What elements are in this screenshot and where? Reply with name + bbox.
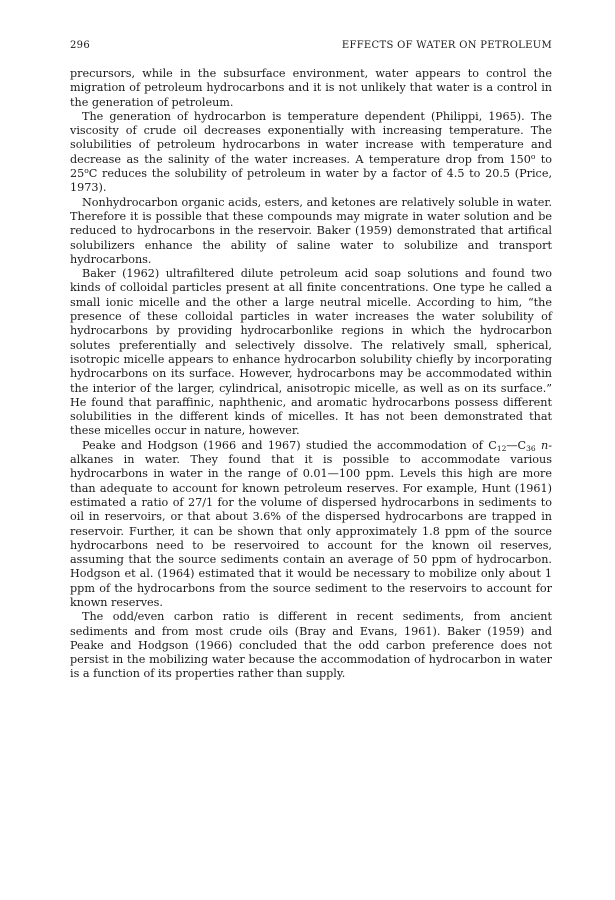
paragraph-temperature	[70, 110, 552, 196]
page-number: 296	[70, 40, 90, 51]
subscript-12: 12	[496, 443, 507, 453]
running-title: EFFECTS OF WATER ON PETROLEUM	[341, 40, 552, 51]
paragraph-5-text-a: Peake and Hodgson (1966 and 1967) studied the accommodation of C	[82, 438, 497, 452]
subscript-36: 36	[526, 443, 536, 453]
body-text	[70, 67, 552, 682]
paragraph-micelles	[70, 267, 552, 439]
degree-symbol: o	[84, 166, 89, 176]
paragraph-6-text: The odd/even carbon ratio is different in recent sediments, from ancient sediments and from most crude oils (Bray and Evans, 1961). Baker (1959) and Peake and Hodgson (1966) concluded that the odd carbon preference does not persist in the mobilizing water because the accommodation of hydrocarbon in water is a function of its properties rather than supply.	[70, 610, 552, 681]
degree-symbol: o	[530, 151, 536, 161]
paragraph-nonhydrocarbon	[70, 196, 552, 267]
book-page	[70, 40, 552, 682]
italic-n: n	[541, 438, 549, 452]
paragraph-5-text-c: -alkanes in water. They found that it is possible to accommodate various hydrocarbons in water in the range of 0.01—100 ppm. Levels this high are more than adequate to account for known petroleum reserves. For example, Hunt (1961) estimated a ratio of 27/1 for the volume of dispersed hydrocarbons in sediments to oil in reservoirs, or that about 3.6% of the dispersed hydrocarbons are trapped in reservoir. Further, it can be shown that only approximately 1.8 ppm of the source hydrocarbons need to be reservoired to account for the known oil reserves, assuming that the source sediments contain an average of 50 ppm of hydrocarbon. Hodgson et al. (1964) estimated that it would be necessary to mobilize only about 1 ppm of the hydrocarbons from the source sediment to the reservoirs to account for known reserves.	[70, 438, 552, 609]
paragraph-2-text-c: C reduces the solubility of petroleum in water by a factor of 4.5 to 20.5 (Price, 1973).	[70, 167, 552, 195]
paragraph-3-text: Nonhydrocarbon organic acids, esters, and ketones are relatively soluble in water. Therefore it is possible that these compounds may migrate in water solution and be reduced to hydrocarbons in the reservoir. Baker (1959) demonstrated that artifical solubilizers enhance the ability of saline water to solubilize and transport hydrocarbons.	[70, 195, 552, 266]
paragraph-continued	[70, 67, 552, 110]
paragraph-4-text: Baker (1962) ultrafiltered dilute petroleum acid soap solutions and found two kinds of colloidal particles present at all finite concentrations. One type he called a small ionic micelle and the other a large neutral micelle. According to him, “the presence of these colloidal particles in water increases the water solubility of hydrocarbons by providing hydrocarbonlike regions in which the hydrocarbon solutes preferentially and selectively dissolve. The relatively small, spherical, isotropic micelle appears to enhance hydrocarbon solubility chiefly by incorporating hydrocarbons on its surface. However, hydrocarbons may be accommodated within the interior of the larger, cylindrical, anisotropic micelle, as well as on its surface.” He found that paraffinic, naphthenic, and aromatic hydrocarbons possess different solubilities in the different kinds of micelles. It has not been demonstrated that these micelles occur in nature, however.	[70, 267, 552, 438]
paragraph-accommodation	[70, 439, 552, 611]
running-head	[70, 40, 552, 51]
paragraph-5-text-b: —C	[506, 438, 527, 452]
paragraph-2-text-b: to 25	[70, 152, 552, 181]
paragraph-odd-even	[70, 610, 552, 681]
paragraph-2-text-a: The generation of hydrocarbon is temperature dependent (Philippi, 1965). The viscosity of crude oil decreases exponentially with increasing temperature. The solubilities of petroleum hydrocarbons in water increase with temperature and decrease as the salinity of the water increases. A temperature drop from 150	[70, 109, 552, 166]
paragraph-1-text: precursors, while in the subsurface environment, water appears to control the migration of petroleum hydrocarbons and it is not unlikely that water is a control in the generation of petroleum.	[70, 67, 552, 109]
